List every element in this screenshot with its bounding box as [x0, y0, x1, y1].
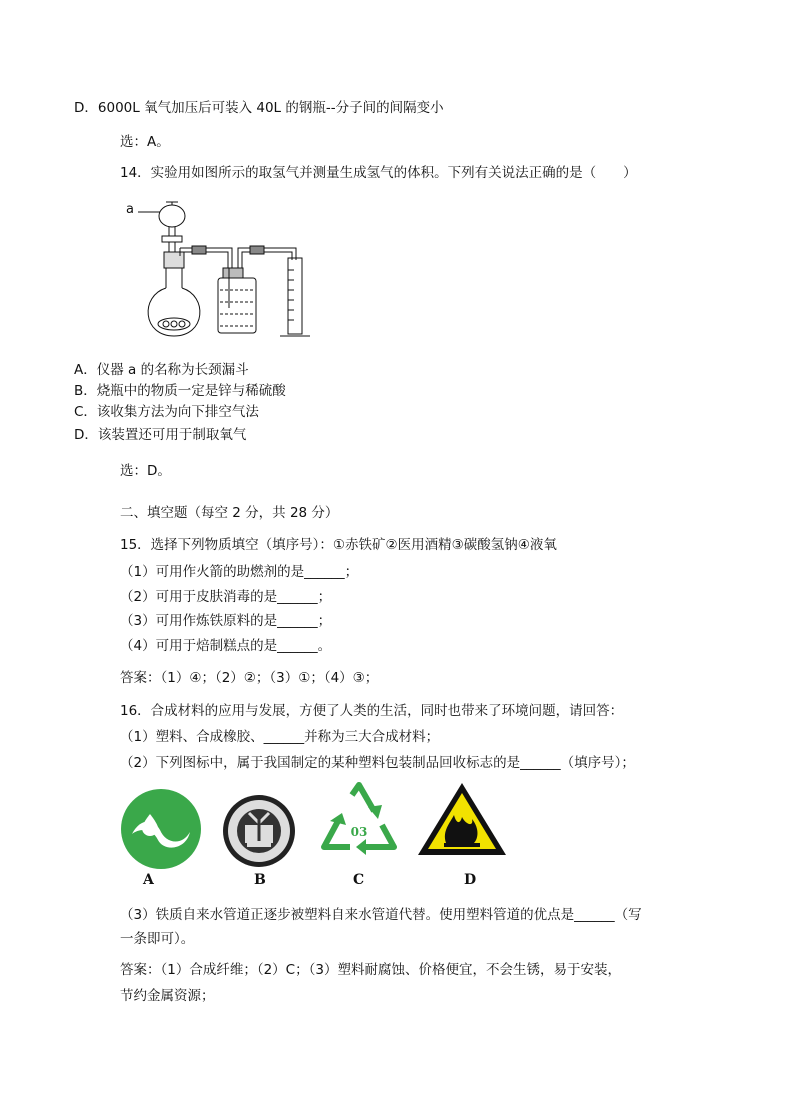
- question-14: 14．实验用如图所示的取氢气并测量生成氢气的体积。下列有关说法正确的是（ ）: [120, 165, 637, 181]
- section-fill-blank: 二、填空题（每空 2 分，共 28 分）: [120, 505, 339, 521]
- icon-label-b: B: [254, 872, 266, 888]
- option-d-prev: D．6000L 氧气加压后可装入 40L 的钢瓶--分子间的间隔变小: [74, 100, 444, 116]
- icon-label-c: C: [353, 872, 365, 888]
- seal-emblem-icon: [221, 793, 297, 869]
- question-15-2: （2）可用于皮肤消毒的是______；: [120, 589, 332, 605]
- answer-14: 选：D。: [120, 463, 171, 479]
- question-15-4: （4）可用于焙制糕点的是______。: [120, 638, 332, 654]
- question-15: 15．选择下列物质填空（填序号）：①赤铁矿②医用酒精③碳酸氢钠④液氧: [120, 537, 557, 553]
- answer-13: 选：A。: [120, 134, 170, 150]
- question-15-3: （3）可用作炼铁原料的是______；: [120, 613, 332, 629]
- recycle-icon: [316, 781, 402, 861]
- question-16-2: （2）下列图标中，属于我国制定的某种塑料包装制品回收标志的是______（填序号）；: [120, 755, 635, 771]
- apparatus-diagram: [120, 196, 340, 341]
- icon-d: [416, 781, 508, 857]
- answer-16-cont: 节约金属资源；: [120, 988, 215, 1004]
- option-14a: A．仪器 a 的名称为长颈漏斗: [74, 362, 249, 378]
- flammable-warning-icon: [416, 781, 508, 857]
- option-14b: B．烧瓶中的物质一定是锌与稀硫酸: [74, 383, 286, 399]
- icon-label-a: A: [143, 872, 154, 888]
- question-16-3: （3）铁质自来水管道正逐步被塑料自来水管道代替。使用塑料管道的优点是______（写: [120, 907, 642, 923]
- figure-label-a: a: [126, 202, 134, 217]
- apparatus-figure: [120, 196, 340, 341]
- answer-16: 答案：（1）合成纤维；（2）C；（3）塑料耐腐蚀、价格便宜，不会生锈，易于安装，: [120, 962, 621, 978]
- icon-a: [120, 788, 202, 870]
- icon-b: [221, 793, 297, 869]
- answer-15: 答案：（1）④；（2）②；（3）①；（4）③；: [120, 670, 379, 686]
- option-14c: C．该收集方法为向下排空气法: [74, 404, 259, 420]
- icon-c: [316, 781, 402, 861]
- question-15-1: （1）可用作火箭的助燃剂的是______；: [120, 564, 359, 580]
- question-16-1: （1）塑料、合成橡胶、______并称为三大合成材料；: [120, 729, 440, 745]
- option-14d: D．该装置还可用于制取氧气: [74, 427, 247, 443]
- question-16: 16．合成材料的应用与发展，方便了人类的生活，同时也带来了环境问题，请回答：: [120, 703, 624, 719]
- icon-label-d: D: [464, 872, 477, 888]
- question-16-3-cont: 一条即可）。: [120, 931, 195, 947]
- water-saving-icon: [120, 788, 202, 870]
- recycle-code: 03: [350, 825, 368, 839]
